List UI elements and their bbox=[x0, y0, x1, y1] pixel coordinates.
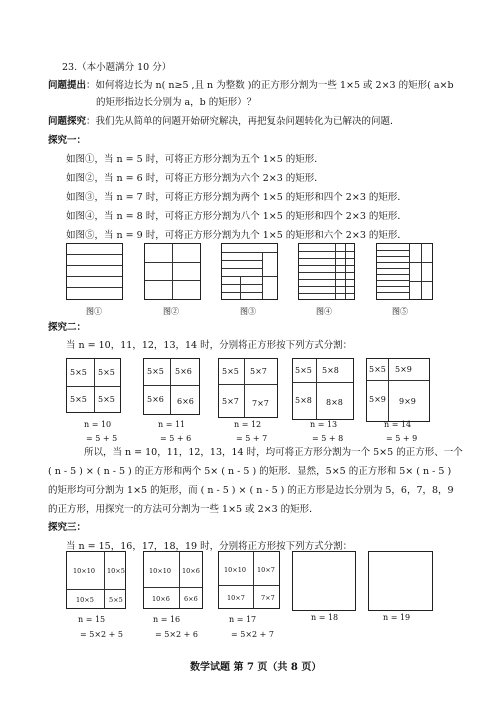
cell: 5×7 bbox=[222, 397, 239, 406]
part2-figure-5 bbox=[366, 358, 430, 422]
part1-title: 探究一： bbox=[48, 135, 87, 146]
cell: 5×5 bbox=[147, 367, 164, 376]
part2-eq-5: = 5 + 9 bbox=[386, 434, 418, 443]
caption-4: 图④ bbox=[316, 307, 332, 316]
question-text-1: ：如何将边长为 n( n≥5 ,且 n 为整数 )的正方形分割为一些 1×5 或 2×3 的矩形( a×b bbox=[86, 80, 454, 91]
part3-figure-3 bbox=[218, 551, 280, 609]
part2-n-3: n = 12 bbox=[234, 420, 262, 429]
cell: 5×9 bbox=[395, 365, 412, 374]
question-line-2: 的矩形指边长分别为 a，b 的矩形）？ bbox=[96, 97, 257, 108]
figure-1 bbox=[66, 243, 123, 300]
part2-eq-3: = 5 + 7 bbox=[236, 434, 268, 443]
cell: 8×8 bbox=[326, 398, 343, 407]
cell: 6×6 bbox=[184, 595, 198, 603]
cell: 5×5 bbox=[98, 395, 115, 404]
caption-3: 图③ bbox=[240, 307, 256, 316]
cell: 5×6 bbox=[147, 395, 164, 404]
part2-figure-4 bbox=[292, 358, 354, 420]
part2-para-2: ( n - 5 ) × ( n - 5 ) 的正方形和两个 5× ( n - 5 ) 的矩形．显然，5×5 的正方形和 5× ( n - 5 ) bbox=[48, 466, 452, 477]
cell: 5×7 bbox=[250, 367, 267, 376]
cell: 5×5 bbox=[70, 368, 87, 377]
part3-figure-4 bbox=[292, 551, 356, 611]
part3-title: 探究三： bbox=[48, 522, 87, 533]
part1-line-3: 如图③，当 n = 7 时，可将正方形分割为两个 1×5 的矩形和四个 2×3 的矩形． bbox=[66, 192, 407, 203]
caption-1: 图① bbox=[86, 307, 102, 316]
explore-text: ：我们先从简单的问题开始研究解决，再把复杂问题转化为已解决的问题． bbox=[86, 116, 400, 127]
part2-para-1: 所以，当 n = 10，11，12，13，14 时，均可将正方形分割为一个 5×5 的正方形、一个 bbox=[84, 447, 463, 458]
part3-n-2: n = 16 bbox=[153, 615, 181, 624]
part2-figure-2 bbox=[143, 358, 200, 415]
question-line-1 bbox=[48, 80, 454, 92]
part2-eq-1: = 5 + 5 bbox=[86, 434, 118, 443]
cell: 10×7 bbox=[227, 594, 245, 602]
cell: 5×8 bbox=[295, 396, 312, 405]
part2-figure-3 bbox=[218, 358, 278, 418]
cell: 10×10 bbox=[224, 566, 246, 574]
part2-para-4: 的正方形，用探究一的方法可分割为一些 1×5 或 2×3 的矩形． bbox=[48, 504, 319, 515]
part1-line-5: 如图⑤，当 n = 9 时，可将正方形分割为九个 1×5 的矩形和六个 2×3 的矩形． bbox=[66, 230, 407, 241]
part2-n-4: n = 13 bbox=[310, 420, 338, 429]
figure-4 bbox=[298, 243, 355, 300]
part2-eq-2: = 5 + 6 bbox=[160, 434, 192, 443]
cell: 7×7 bbox=[261, 594, 275, 602]
cell: 10×5 bbox=[107, 567, 125, 575]
caption-5: 图⑤ bbox=[392, 307, 408, 316]
part2-n-2: n = 11 bbox=[158, 420, 186, 429]
part1-line-2: 如图②，当 n = 6 时，可将正方形分割为六个 2×3 的矩形． bbox=[66, 173, 324, 184]
part3-figure-2 bbox=[143, 551, 203, 609]
figure-5 bbox=[376, 243, 433, 300]
cell: 9×9 bbox=[399, 397, 416, 406]
cell: 7×7 bbox=[252, 399, 269, 408]
cell: 5×5 bbox=[109, 596, 123, 604]
figure-3 bbox=[221, 243, 278, 300]
cell: 5×8 bbox=[322, 366, 339, 375]
cell: 5×5 bbox=[222, 367, 239, 376]
part3-n-1: n = 15 bbox=[78, 615, 106, 624]
cell: 5×6 bbox=[175, 367, 192, 376]
part3-eq-3: = 5×2 + 7 bbox=[231, 630, 275, 639]
part2-eq-4: = 5 + 8 bbox=[312, 434, 344, 443]
part2-n-1: n = 10 bbox=[84, 420, 112, 429]
cell: 10×10 bbox=[73, 567, 95, 575]
page-footer: 数学试题 第 7 页（共 8 页） bbox=[190, 662, 322, 673]
cell: 5×5 bbox=[98, 368, 115, 377]
part2-title: 探究二： bbox=[48, 322, 87, 333]
explore-line bbox=[48, 116, 400, 128]
part2-figure-1 bbox=[66, 358, 121, 413]
part3-figure-5 bbox=[368, 551, 433, 611]
part1-line-1: 如图①，当 n = 5 时，可将正方形分割为五个 1×5 的矩形． bbox=[66, 154, 324, 165]
cell: 10×5 bbox=[76, 596, 94, 604]
explore-label: 问题探究 bbox=[48, 116, 87, 127]
part3-eq-1: = 5×2 + 5 bbox=[80, 630, 124, 639]
cell: 5×9 bbox=[369, 395, 386, 404]
cell: 5×5 bbox=[295, 366, 312, 375]
cell: 10×6 bbox=[152, 595, 170, 603]
cell: 10×10 bbox=[149, 567, 171, 575]
part3-eq-2: = 5×2 + 6 bbox=[155, 630, 199, 639]
part3-figure-1 bbox=[66, 551, 126, 609]
cell: 5×5 bbox=[70, 395, 87, 404]
cell: 5×5 bbox=[369, 365, 386, 374]
problem-number: 23.（本小题满分 10 分） bbox=[62, 62, 172, 73]
part2-n-5: n = 14 bbox=[384, 420, 412, 429]
cell: 10×6 bbox=[182, 567, 200, 575]
cell: 6×6 bbox=[177, 397, 194, 406]
figure-2 bbox=[144, 243, 201, 300]
part3-n-4: n = 18 bbox=[311, 613, 339, 622]
part3-intro: 当 n = 15，16，17，18，19 时，分别将正方形按下列方式分割： bbox=[66, 541, 353, 552]
cell: 10×7 bbox=[257, 566, 275, 574]
part1-line-4: 如图④，当 n = 8 时，可将正方形分割为八个 1×5 的矩形和四个 2×3 的矩形． bbox=[66, 211, 407, 222]
caption-2: 图② bbox=[163, 307, 179, 316]
part2-para-3: 的矩形均可分割为 1×5 的矩形，而 ( n - 5 ) × ( n - 5 ) 的正方形是边长分别为 5，6，7，8，9 bbox=[48, 485, 454, 496]
part2-intro: 当 n = 10，11，12，13，14 时，分别将正方形按下列方式分割： bbox=[66, 340, 353, 351]
question-label: 问题提出 bbox=[48, 80, 87, 91]
part3-n-3: n = 17 bbox=[229, 615, 257, 624]
part3-n-5: n = 19 bbox=[383, 613, 411, 622]
